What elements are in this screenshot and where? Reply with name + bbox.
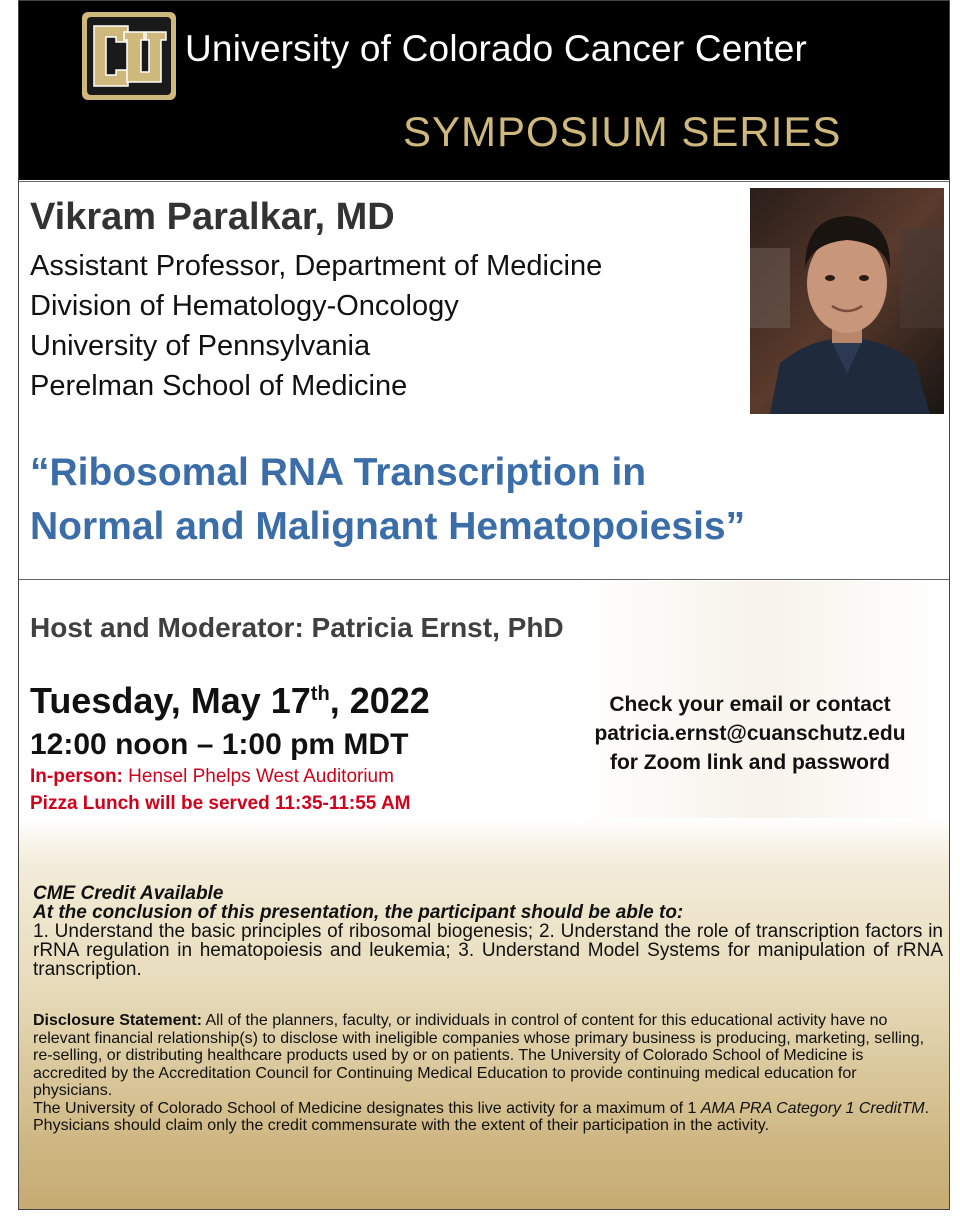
cme-objectives: 1. Understand the basic principles of ribosomal biogenesis; 2. Understand the role of transcription factors in rRNA regulation in hematopoiesis and leukemia; 3. Understand Model Systems for manipulation of rRNA transcription. — [33, 921, 943, 980]
series-title: SYMPOSIUM SERIES — [403, 108, 842, 155]
talk-title-line: Normal and Malignant Hematopoiesis” — [30, 505, 746, 548]
date-text: Tuesday, May 17 — [30, 680, 311, 721]
designation-text: The University of Colorado School of Medicine designates this live activity for a maximum of 1 — [33, 1099, 701, 1117]
disclosure-label: Disclosure Statement: — [33, 1012, 202, 1029]
cme-heading: CME Credit Available — [33, 883, 224, 904]
affiliation-line: University of Pennsylvania — [30, 330, 371, 362]
affiliation-line: Perelman School of Medicine — [30, 370, 408, 402]
inperson-label: In-person: — [30, 766, 123, 787]
designation-text-end: . Physicians should claim only the credit commensurate with the extent of their participation in the activity. — [33, 1099, 930, 1134]
date-suffix: th — [310, 683, 330, 705]
disclosure-text: All of the planners, faculty, or individuals in control of content for this educational activity have no relevant financial relationship(s) to disclose with ineligible companies whose primary business is producing, marketing, selling, re-selling, or distributing healthcare products used by or on patients. The University of Colorado School of Medicine is accredited by the Accreditation Council for Continuing Medical Education to provide continuing medical education for physicians. — [33, 1012, 925, 1099]
talk-title-line: “Ribosomal RNA Transcription in — [30, 451, 647, 494]
affiliation-line: Division of Hematology-Oncology — [30, 290, 459, 322]
host-moderator: Host and Moderator: Patricia Ernst, PhD — [30, 612, 564, 643]
zoom-line: Check your email or contact — [609, 693, 891, 716]
cme-subheading: At the conclusion of this presentation, the participant should be able to: — [33, 902, 684, 923]
page-frame — [18, 0, 950, 1210]
center-name: University of Colorado Cancer Center — [185, 28, 808, 69]
zoom-email[interactable]: patricia.ernst@cuanschutz.edu — [594, 722, 906, 745]
affiliation-line: Assistant Professor, Department of Medicine — [30, 250, 603, 282]
date-year: , 2022 — [329, 680, 430, 721]
lunch-note: Pizza Lunch will be served 11:35-11:55 AM — [30, 793, 411, 814]
zoom-line: for Zoom link and password — [609, 751, 891, 774]
inperson-venue: Hensel Phelps West Auditorium — [122, 766, 394, 787]
event-time: 12:00 noon – 1:00 pm MDT — [30, 728, 409, 761]
speaker-name: Vikram Paralkar, MD — [30, 196, 395, 238]
credit-name: AMA PRA Category 1 CreditTM — [700, 1099, 925, 1117]
